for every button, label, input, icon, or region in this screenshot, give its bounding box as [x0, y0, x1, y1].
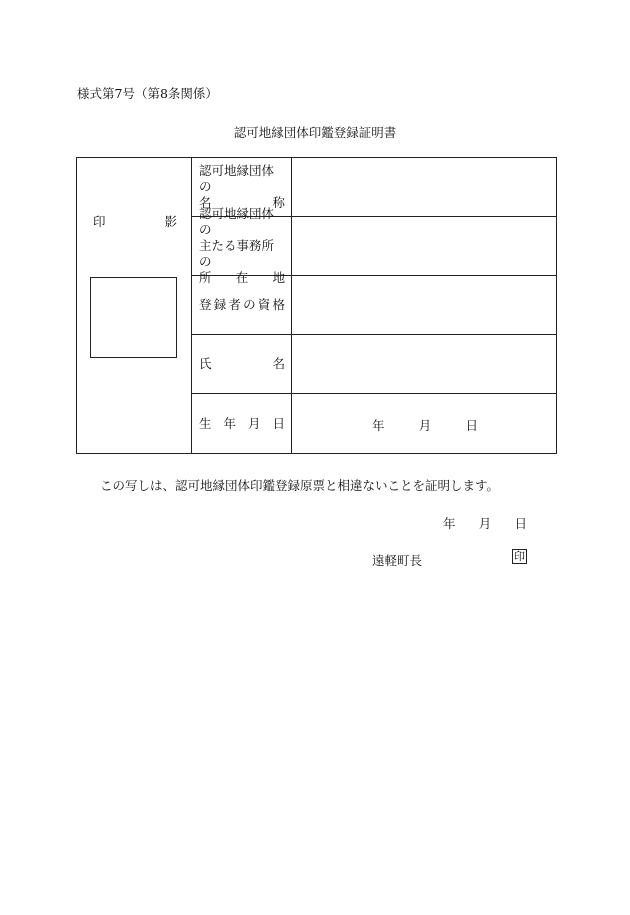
table-row-full-name	[191, 335, 556, 394]
full-name-label-text	[199, 356, 285, 372]
document-title: 認可地縁団体印鑑登録証明書	[233, 125, 397, 140]
label-char: 所	[199, 270, 212, 285]
office-location-label	[191, 206, 292, 285]
issuer-title: 遠軽町長	[372, 553, 423, 568]
label-char: 者	[228, 297, 241, 312]
month-label: 月	[418, 418, 432, 433]
day-label: 日	[465, 418, 478, 433]
label-char: 氏	[199, 356, 212, 371]
label-char: 称	[272, 195, 285, 210]
label-char: 日	[272, 415, 285, 431]
office-location-value	[292, 217, 556, 275]
full-name-value	[292, 335, 556, 393]
certificate-table	[76, 157, 557, 454]
seal-impression-column	[77, 158, 192, 453]
label-char: 年	[223, 415, 236, 431]
label-char: 生	[199, 415, 212, 431]
seal-impression-label	[93, 212, 177, 230]
office-location-label-line2: 主たる事務所の	[199, 238, 275, 269]
seal-label-char: 影	[164, 214, 177, 229]
official-seal-mark: 印	[514, 550, 525, 563]
label-char: 名	[199, 195, 212, 210]
table-row-office-location	[191, 206, 556, 285]
label-char: の	[243, 297, 256, 312]
seal-impression-box	[90, 277, 177, 358]
label-char: 月	[247, 415, 261, 431]
label-char: 名	[272, 356, 285, 371]
registrant-qualification-value	[292, 276, 556, 334]
label-char: 登	[199, 297, 212, 312]
year-label: 年	[372, 418, 385, 433]
office-location-label-line1: 認可地縁団体の	[199, 206, 275, 237]
birth-date-label	[191, 394, 292, 453]
birth-date-value	[292, 394, 556, 453]
organization-name-label-line1: 認可地縁団体の	[199, 163, 275, 194]
seal-label-char: 印	[93, 214, 106, 229]
label-char: 資	[257, 297, 271, 312]
month-label: 月	[478, 516, 492, 531]
registrant-qualification-label	[191, 276, 292, 334]
birth-date-fields	[372, 416, 478, 434]
birth-date-label-text	[199, 416, 285, 432]
label-char: 在	[235, 270, 249, 285]
form-number: 様式第7号（第8条関係）	[77, 86, 218, 101]
table-row-birth-date	[191, 394, 556, 453]
label-char: 地	[272, 270, 285, 285]
table-row-registrant-qualification	[191, 276, 556, 335]
day-label: 日	[514, 516, 527, 531]
organization-name-value	[292, 158, 556, 216]
full-name-label	[191, 335, 292, 393]
registrant-qualification-label-text	[199, 297, 285, 313]
label-char: 録	[213, 297, 227, 312]
label-char: 格	[272, 297, 285, 312]
certification-statement: この写しは、認可地縁団体印鑑登録原票と相違ないことを証明します。	[100, 478, 500, 493]
issue-date	[443, 514, 527, 532]
year-label: 年	[443, 516, 456, 531]
